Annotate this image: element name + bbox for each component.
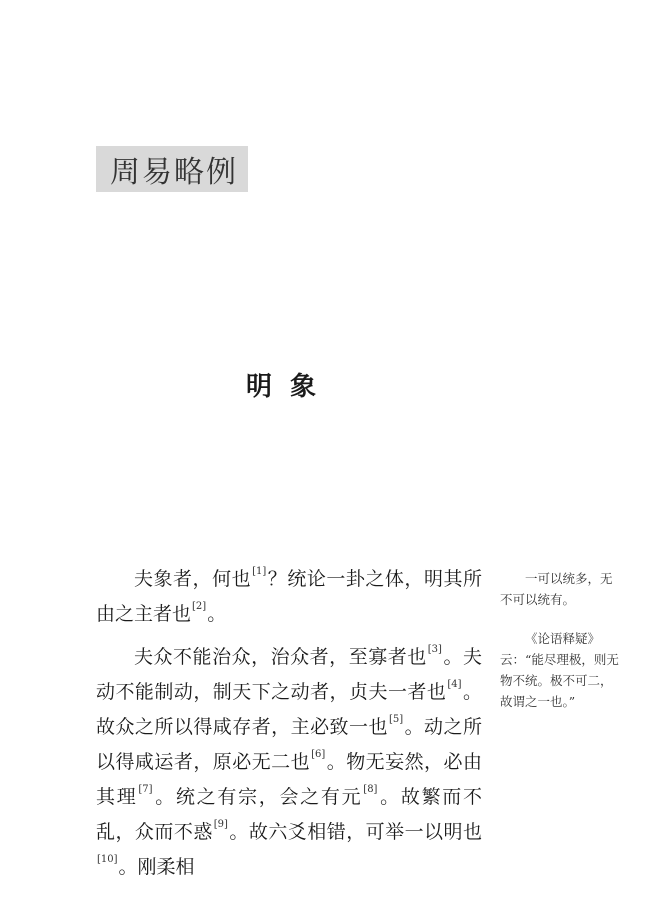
text-segment: 。刚柔相 <box>118 856 195 878</box>
text-segment: 。物无妄然，必由其理 <box>96 751 482 808</box>
margin-note-2: 《论语释疑》云：“能尽理极，则无物不统。极不可二，故谓之一也。” <box>500 631 619 709</box>
text-segment: ？统论一卦之体，明其所由之主者也 <box>96 568 482 625</box>
margin-notes <box>500 568 620 712</box>
section-title: 明象 <box>246 372 335 402</box>
footnote-ref[interactable]: [2] <box>192 601 207 612</box>
footnote-ref[interactable]: [9] <box>213 819 228 830</box>
main-text <box>96 562 482 885</box>
text-segment: 。故六爻相错，可举一以明也 <box>228 821 482 843</box>
text-segment: 。 <box>207 603 227 625</box>
text-segment: 。夫动不能制动，制天下之动者，贞夫一者也 <box>96 646 482 703</box>
text-segment: 。动之所以得咸运者，原必无二也 <box>96 716 482 773</box>
text-segment: 夫象者，何也 <box>134 568 252 590</box>
footnote-ref[interactable]: [4] <box>447 679 462 690</box>
paragraph-2 <box>96 640 482 885</box>
footnote-ref[interactable]: [8] <box>363 784 378 795</box>
footnote-ref[interactable]: [7] <box>138 784 153 795</box>
text-segment: 。故繁而不乱，众而不惑 <box>96 786 482 843</box>
book-title-box <box>96 146 248 192</box>
footnote-ref[interactable]: [5] <box>388 714 404 725</box>
footnote-ref[interactable]: [6] <box>311 749 326 760</box>
paragraph-1 <box>96 562 482 632</box>
text-segment: 。故众之所以得咸存者，主必致一也 <box>96 681 482 738</box>
footnote-ref[interactable]: [10] <box>97 854 118 865</box>
text-segment: 夫众不能治众，治众者，至寡者也 <box>134 646 427 668</box>
footnote-ref[interactable]: [1] <box>252 566 267 577</box>
book-title: 周易略例 <box>110 155 238 190</box>
text-segment: 。统之有宗，会之有元 <box>153 786 363 808</box>
margin-note-1: 一可以统多，无不可以统有。 <box>500 571 613 607</box>
footnote-ref[interactable]: [3] <box>427 644 442 655</box>
